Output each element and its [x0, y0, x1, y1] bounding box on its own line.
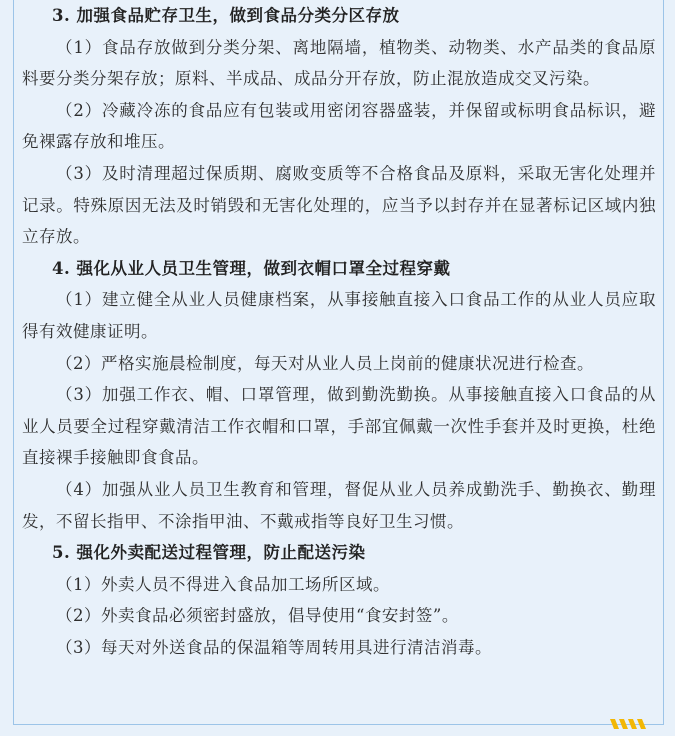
section-staff-hygiene	[22, 253, 656, 537]
section-heading: 5. 强化外卖配送过程管理，防止配送污染	[52, 543, 366, 563]
paragraph: （3）每天对外送食品的保温箱等周转用具进行清洁消毒。	[56, 637, 492, 657]
stripes-decoration-icon	[608, 715, 652, 731]
paragraph: （1）食品存放做到分类分架、离地隔墙，植物类、动物类、水产品类的食品原料要分类分架存放；原料、半成品、成品分开存放，防止混放造成交叉污染。	[22, 37, 656, 89]
paragraph: （4）加强从业人员卫生教育和管理，督促从业人员养成勤洗手、勤换衣、勤理发，不留长指甲、不涂指甲油、不戴戒指等良好卫生习惯。	[22, 479, 656, 531]
article-body	[22, 0, 656, 663]
paragraph: （1）建立健全从业人员健康档案，从事接触直接入口食品工作的从业人员应取得有效健康证明。	[22, 290, 656, 341]
paragraph: （1）外卖人员不得进入食品加工场所区域。	[56, 574, 390, 594]
paragraph: （3）加强工作衣、帽、口罩管理，做到勤洗勤换。从事接触直接入口食品的从业人员要全过程穿戴清洁工作衣帽和口罩，手部宜佩戴一次性手套并及时更换，杜绝直接裸手接触即食食品。	[22, 385, 656, 468]
paragraph: （2）外卖食品必须密封盛放，倡导使用“食安封签”。	[56, 606, 459, 626]
section-heading: 3. 加强食品贮存卫生，做到食品分类分区存放	[52, 6, 400, 25]
paragraph: （2）严格实施晨检制度，每天对从业人员上岗前的健康状况进行检查。	[56, 353, 594, 373]
paragraph: （3）及时清理超过保质期、腐败变质等不合格食品及原料，采取无害化处理并记录。特殊原因无法及时销毁和无害化处理的，应当予以封存并在显著标记区域内独立存放。	[22, 163, 656, 247]
section-delivery	[22, 537, 656, 663]
section-heading: 4. 强化从业人员卫生管理，做到衣帽口罩全过程穿戴	[52, 258, 451, 278]
paragraph: （2）冷藏冷冻的食品应有包装或用密闭容器盛装，并保留或标明食品标识，避免裸露存放和堆压。	[22, 100, 656, 152]
section-storage	[22, 0, 656, 253]
